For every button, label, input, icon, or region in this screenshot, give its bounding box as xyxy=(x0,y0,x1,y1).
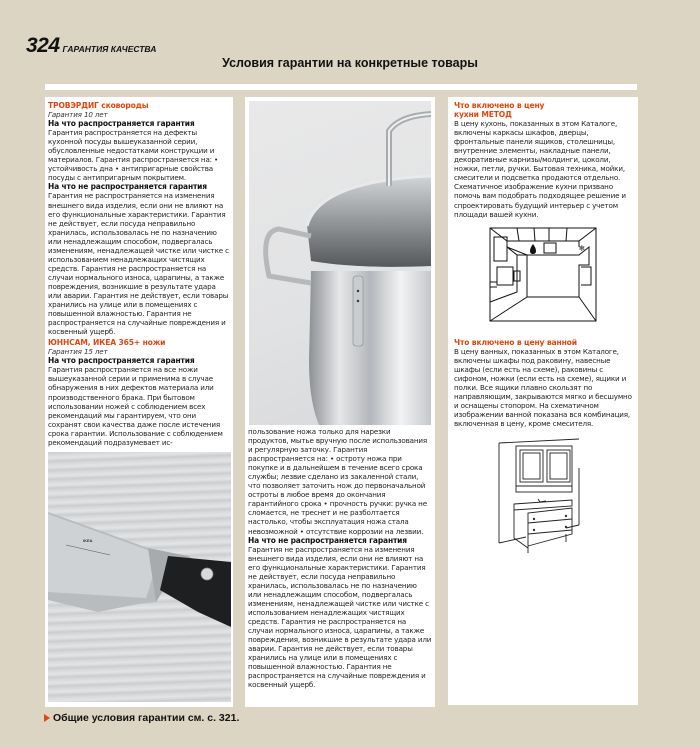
kitchen-heading-line2: кухни МЕТОД xyxy=(454,110,512,120)
left-column xyxy=(45,97,233,707)
pot-photo xyxy=(249,101,431,425)
covered-text-continued: пользование ножа только для нарезки продуктов, мытье вручную после использования и регулярную заточку. Гарантия распространяется на: • остроту ножа при покупке и в дальнейшем в течение всего срока службы; лезвие сделано из закаленной стали, что позволяет заточить нож до первоначальной остроты в любое время до окончания гарантийного срока • прочность ручки: ручка не сломается, не треснет и не разболтается настолько, чтобы эксплуатация ножа стала невозможной • отсутствие коррозии на лезвии. xyxy=(248,427,428,536)
metod-kitchen-section xyxy=(448,97,638,219)
junnsam-continued xyxy=(248,427,432,689)
triangle-right-icon xyxy=(44,714,50,722)
bathroom-vanity-diagram xyxy=(498,438,588,553)
general-warranty-reference[interactable]: Общие условия гарантии см. с. 321. xyxy=(53,712,240,724)
warranty-period: Гарантия 10 лет xyxy=(48,110,108,120)
not-covered-heading: На что не распространяется гарантия xyxy=(248,535,407,545)
middle-column xyxy=(245,97,435,707)
trovardig-section xyxy=(45,97,233,447)
knife-photo xyxy=(48,452,231,702)
product-name: ЮННСАМ, ИКЕА 365+ ножи xyxy=(48,338,166,348)
pot-illustration xyxy=(249,101,431,425)
not-covered-text: Гарантия не распространяется на изменения внешнего вида изделия, если они не влияют на его функциональные характеристики. Гарантия не действует, если посуда неправильно хранилась, использовалась не по назначению или ненадлежащим способом, подвергалась изменениям, ненадлежащей чистке или чистке с использованием ненадлежащих чистящих средств. Гарантия не распространяется на случаи нормального износа, царапины, а также повреждения, возникшие в результате удара или аварии. Гарантия не действует, если товары хранились на улице или в помещениях с повышенной влажностью. Гарантия не распространяется на случайные повреждения и косвенный ущерб. xyxy=(48,191,229,337)
top-divider-strip xyxy=(45,84,637,90)
bathroom-text: В цену ванных, показанных в этом Каталоге, включены шкафы под раковину, навесные шкафы (если есть на схеме), раковины с сифоном, ножки (если есть на схеме), ящики и полки. Все ящики плавно скользят по направляющим, закрываются мягко и бесшумно и оснащены стопором. На схематичном изображении ванной показана вся комбинация, включенная в цену, кроме смесителя. xyxy=(454,346,632,429)
page-title: Условия гарантии на конкретные товары xyxy=(222,56,478,70)
footer-note xyxy=(44,712,239,724)
knife-logo: IKEA xyxy=(83,538,93,543)
section-name: ГАРАНТИЯ КАЧЕСТВА xyxy=(62,44,157,54)
covered-heading: На что распространяется гарантия xyxy=(48,119,195,129)
snowflake-icon: ❄ xyxy=(578,243,586,253)
warranty-period: Гарантия 15 лет xyxy=(48,347,108,357)
right-column xyxy=(448,97,638,705)
page-number: 324 xyxy=(26,34,60,57)
covered-text: Гарантия распространяется на все ножи вышеуказанной серии и применима в случае обнаружения в них дефектов материала или производственного брака. При бытовом использовании ножей с соблюдением всех рекомендаций мы гарантируем, что они сохранят свои качества даже после истечения срока гарантии. Использование с соблюдением рекомендаций подразумевает ис- xyxy=(48,365,223,447)
page-header xyxy=(26,34,156,58)
covered-text: Гарантия распространяется на дефекты кухонной посуды вышеуказанной серии, обусловленные недостатками конструкции и материалов. Гарантия распространяется на: • устойчивость дна • антипригарные свойства посуды с антипригарным покрытием. xyxy=(48,128,219,183)
kitchen-floorplan-diagram xyxy=(489,227,597,322)
not-covered-text: Гарантия не распространяется на изменения внешнего вида изделия, если они не влияют на его функциональные характеристики. Гарантия не действует, если посуда неправильно хранилась, использовалась не по назначению или ненадлежащим способом, подвергалась изменениям, ненадлежащей чистке или чистке с использованием ненадлежащих чистящих средств. Гарантия не распространяется на случаи нормального износа, царапины, а также повреждения, возникшие в результате удара или аварии. Гарантия не действует, если товары хранились на улице или в помещениях с повышенной влажностью. Гарантия не распространяется на случайные повреждения и косвенный ущерб. xyxy=(248,544,432,690)
knife-illustration xyxy=(48,452,231,702)
kitchen-text: В цену кухонь, показанных в этом Каталоге, включены каркасы шкафов, дверцы, фронтальные панели ящиков, столешницы, внутренние элементы, накладные панели, декоративные карнизы/молдинги, цоколи, ножки, петли, ручки. Бытовая техника, мойки, смесители и подсветка продаются отдельно. Схематичное изображение кухни призвано помочь вам подобрать подходящее решение и спроектировать будущий интерьер с учетом площади вашей кухни. xyxy=(454,119,626,219)
not-covered-heading: На что не распространяется гарантия xyxy=(48,182,207,192)
bathroom-heading: Что включено в цену ванной xyxy=(454,337,577,347)
product-name: ТРОВЭРДИГ сковороды xyxy=(48,101,149,110)
covered-heading: На что распространяется гарантия xyxy=(48,356,195,366)
kitchen-heading-line1: Что включено в цену xyxy=(454,101,545,110)
bathroom-section xyxy=(448,334,638,428)
